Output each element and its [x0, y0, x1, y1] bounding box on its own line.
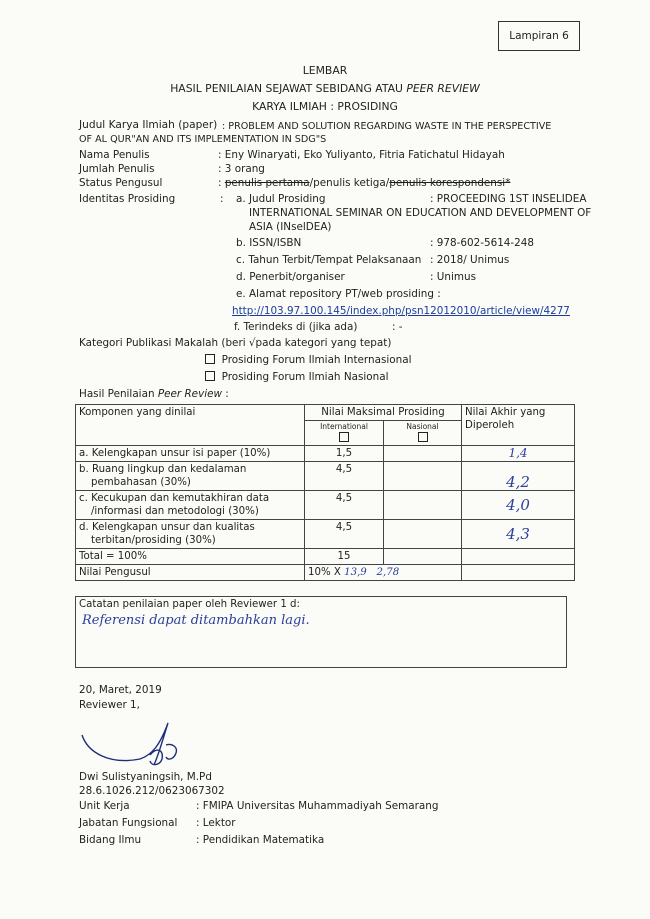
jabatan-value: : Lektor [196, 817, 236, 829]
checkbox-nasional[interactable] [205, 371, 215, 381]
table-row [76, 462, 575, 491]
prosiding-b-value: : 978-602-5614-248 [430, 237, 534, 249]
pengusul-hand-2: 2,78 [376, 567, 400, 578]
header-nasional-label: Nasional [406, 422, 439, 431]
row-c-score: 4,0 [462, 491, 575, 520]
header-nilai-akhir-line1: Nilai Akhir yang [465, 407, 546, 418]
row-a-max: 1,5 [305, 446, 384, 462]
prosiding-a-label: a. Judul Prosiding [236, 193, 326, 205]
row-a-label: a. Kelengkapan unsur isi paper (10%) [76, 446, 305, 462]
nama-penulis-value: : Eny Winaryati, Eko Yuliyanto, Fitria Fatichatul Hidayah [218, 149, 505, 161]
judul-value-line2: OF AL QUR"AN AND ITS IMPLEMENTATION IN SDG"S [79, 134, 327, 145]
doc-title-hasil-text: HASIL PENILAIAN SEJAWAT SEBIDANG ATAU [170, 82, 407, 95]
repository-link[interactable]: http://103.97.100.145/index.php/psn12012010/article/view/4277 [232, 305, 570, 317]
signature-image [80, 715, 190, 775]
grade-table [75, 404, 575, 581]
prosiding-d-label: d. Penerbit/organiser [236, 271, 345, 283]
checkbox-international-col[interactable] [339, 432, 349, 442]
prosiding-e-label: e. Alamat repository PT/web prosiding : [236, 288, 441, 300]
row-b-label2: pembahasan (30%) [91, 477, 191, 488]
table-row-pengusul [76, 565, 575, 581]
bidang-label: Bidang Ilmu [79, 834, 142, 846]
unit-kerja-label: Unit Kerja [79, 800, 130, 812]
prosiding-c-label: c. Tahun Terbit/Tempat Pelaksanaan [236, 254, 422, 266]
header-international-label: International [320, 422, 368, 431]
status-struck-first: penulis pertama [224, 177, 310, 189]
total-nas [384, 549, 462, 565]
nama-penulis-label: Nama Penulis [79, 149, 150, 161]
bidang-value: : Pendidikan Matematika [196, 834, 325, 846]
row-d-label2: terbitan/prosiding (30%) [91, 535, 216, 546]
row-c-nas [384, 491, 462, 520]
status-struck-corr: penulis korespondensi* [389, 177, 511, 189]
header-nilai-akhir-line2: Diperoleh [465, 420, 515, 431]
reviewer-name: Dwi Sulistyaningsih, M.Pd [79, 771, 212, 783]
row-a-nas [384, 446, 462, 462]
hasil-prefix: Hasil Penilaian [79, 388, 158, 400]
checkbox-internasional[interactable] [205, 354, 215, 364]
prosiding-a-value3: ASIA (INselDEA) [249, 221, 332, 233]
identitas-label: Identitas Prosiding [79, 193, 176, 205]
row-d-label [76, 520, 305, 549]
pengusul-label: Nilai Pengusul [76, 565, 305, 581]
judul-value-line1: : PROBLEM AND SOLUTION REGARDING WASTE IN THE PERSPECTIVE [222, 121, 552, 132]
status-pengusul-value [218, 177, 510, 189]
row-b-nas [384, 462, 462, 491]
prosiding-f-label: f. Terindeks di (jika ada) [234, 321, 358, 333]
prosiding-a-value: : PROCEEDING 1ST INSELIDEA [430, 193, 587, 205]
row-b-label [76, 462, 305, 491]
signature-stroke [82, 723, 176, 765]
prosiding-a-value2: INTERNATIONAL SEMINAR ON EDUCATION AND DEVELOPMENT OF [249, 207, 592, 219]
total-label: Total = 100% [76, 549, 305, 565]
identitas-colon: : [220, 193, 224, 205]
kategori-option-nasional[interactable] [205, 371, 388, 383]
catatan-box [75, 596, 567, 668]
table-row-total [76, 549, 575, 565]
row-d-nas [384, 520, 462, 549]
table-row [76, 491, 575, 520]
header-nasional [384, 421, 462, 446]
doc-title-peer-review: PEER REVIEW [406, 82, 480, 95]
row-d-max: 4,5 [305, 520, 384, 549]
kategori-option-internasional-label: Prosiding Forum Ilmiah Internasional [221, 354, 412, 366]
doc-title-lembar: LEMBAR [302, 64, 348, 77]
status-selected: /penulis ketiga/ [309, 177, 390, 189]
total-value: 15 [305, 549, 384, 565]
doc-title-karya: KARYA ILMIAH : PROSIDING [252, 100, 398, 113]
unit-kerja-value: : FMIPA Universitas Muhammadiyah Semarang [196, 800, 439, 812]
pengusul-score [462, 565, 575, 581]
header-nilai-akhir [462, 405, 575, 446]
jumlah-penulis-label: Jumlah Penulis [79, 163, 155, 175]
row-a-score: 1,4 [462, 446, 575, 462]
reviewer-nip: 28.6.1026.212/0623067302 [79, 785, 225, 797]
header-nilai-maksimal: Nilai Maksimal Prosiding [305, 405, 462, 421]
row-b-label1: b. Ruang lingkup dan kedalaman [79, 464, 247, 475]
status-colon: : [218, 177, 225, 189]
prosiding-b-label: b. ISSN/ISBN [236, 237, 302, 249]
total-score [462, 549, 575, 565]
header-international [305, 421, 384, 446]
jumlah-penulis-value: : 3 orang [218, 163, 265, 175]
row-d-label1: d. Kelengkapan unsur dan kualitas [79, 522, 255, 533]
table-row [76, 520, 575, 549]
hasil-italic: Peer Review [157, 388, 222, 400]
prosiding-f-value: : - [392, 321, 403, 333]
table-row [76, 446, 575, 462]
checkbox-nasional-col[interactable] [418, 432, 428, 442]
catatan-title: Catatan penilaian paper oleh Reviewer 1 d: [79, 599, 300, 610]
row-c-max: 4,5 [305, 491, 384, 520]
lampiran-box: Lampiran 6 [498, 21, 580, 51]
prosiding-c-value: : 2018/ Unimus [430, 254, 510, 266]
row-c-label1: c. Kecukupan dan kemutakhiran data [79, 493, 270, 504]
catatan-handwritten: Referensi dapat ditambahkan lagi. [82, 613, 310, 628]
jabatan-label: Jabatan Fungsional [79, 817, 178, 829]
reviewer-label: Reviewer 1, [79, 699, 140, 711]
hasil-suffix: : [222, 388, 229, 400]
kategori-option-internasional[interactable] [205, 354, 411, 366]
row-b-max: 4,5 [305, 462, 384, 491]
judul-label: Judul Karya Ilmiah (paper) [79, 119, 218, 131]
kategori-title: Kategori Publikasi Makalah (beri √pada kategori yang tepat) [79, 337, 392, 349]
hasil-penilaian-label [79, 388, 229, 400]
status-pengusul-label: Status Pengusul [79, 177, 163, 189]
table-header-row [76, 405, 575, 421]
row-d-score: 4,3 [462, 520, 575, 549]
pengusul-prefix: 10% X [308, 567, 345, 578]
pengusul-formula [305, 565, 462, 581]
prosiding-d-value: : Unimus [430, 271, 477, 283]
row-c-label2: /informasi dan metodologi (30%) [91, 506, 259, 517]
doc-title-hasil [0, 82, 650, 95]
row-c-label [76, 491, 305, 520]
header-komponen: Komponen yang dinilai [76, 405, 305, 446]
kategori-option-nasional-label: Prosiding Forum Ilmiah Nasional [221, 371, 389, 383]
pengusul-hand-1: 13,9 [344, 567, 367, 578]
review-date: 20, Maret, 2019 [79, 684, 162, 696]
row-b-score: 4,2 [462, 462, 575, 491]
